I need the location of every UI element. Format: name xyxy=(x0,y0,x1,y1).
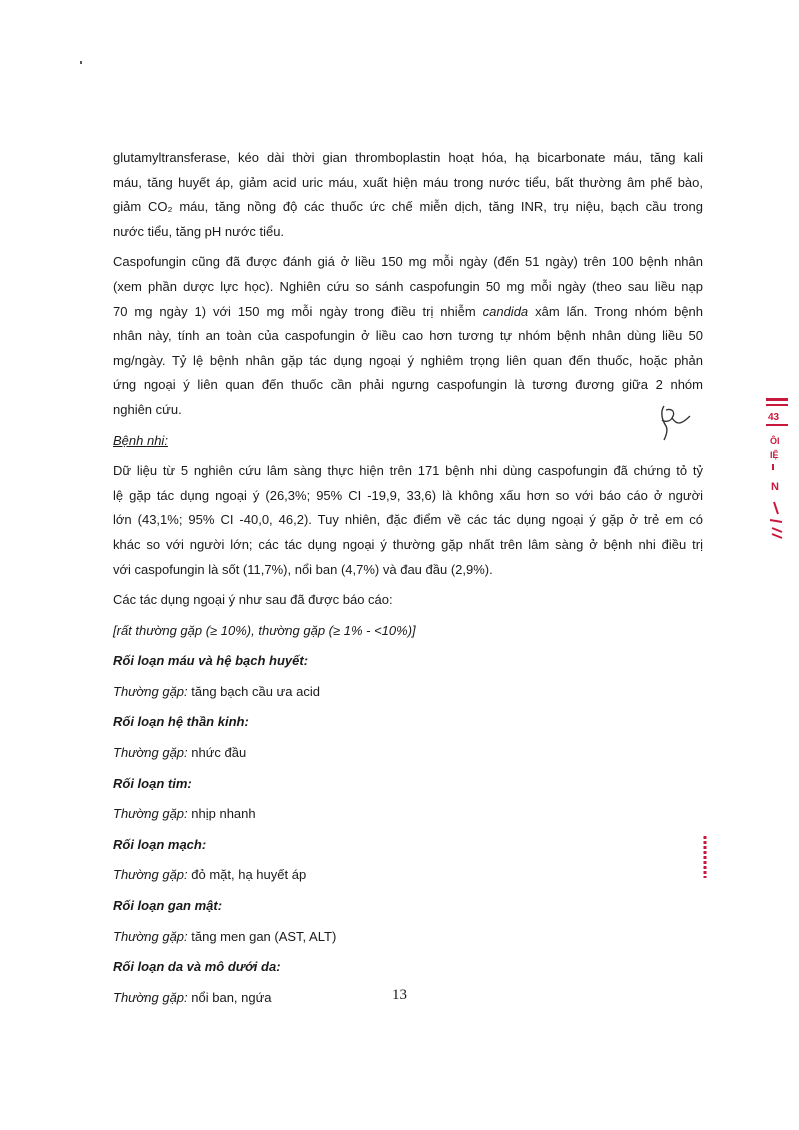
paragraph-pediatric xyxy=(113,459,703,582)
item-text: đỏ mặt, hạ huyết áp xyxy=(187,867,307,883)
pediatric-heading: Bệnh nhi: xyxy=(113,432,168,448)
text-line: với caspofungin là sốt (11,7%), nổi ban (4,7%) và đau đầu (2,9%). xyxy=(113,561,493,577)
section-item xyxy=(113,925,703,950)
text-run: xâm lấn. Trong nhóm bệnh xyxy=(528,303,704,319)
section-blood xyxy=(113,649,703,704)
paragraph-lab-findings xyxy=(113,146,703,244)
frequency-note: [rất thường gặp (≥ 10%), thường gặp (≥ 1% - <10%)] xyxy=(113,622,416,638)
text-line: khác so với người lớn; các tác dụng ngoại ý thường gặp nhất trên lâm sàng ở bệnh nhi điều trị xyxy=(113,536,703,552)
text-line: Caspofungin cũng đã được đánh giá ở liều 150 mg mỗi ngày (đến 51 ngày) trên 100 bệnh nhân xyxy=(113,254,703,270)
section-heading: Rối loạn da và mô dưới da: xyxy=(113,959,281,975)
frequency-label: Thường gặp: xyxy=(113,989,188,1005)
page-number: 13 xyxy=(392,987,407,1003)
text-line: lệ gặp tác dụng ngoại ý (26,3%; 95% CI -19,9, 33,6) là không xấu hơn so với báo cáo ở người xyxy=(113,487,703,503)
frequency-label: Thường gặp: xyxy=(113,745,188,761)
red-stamp-edge xyxy=(700,834,710,880)
stamp-fragment: IỆ xyxy=(770,450,779,460)
stamp-fragment: N xyxy=(771,481,779,493)
section-hepatobiliary xyxy=(113,894,703,949)
item-text: tăng bạch cầu ưa acid xyxy=(187,683,320,699)
frequency-label: Thường gặp: xyxy=(113,683,188,699)
text-line: Dữ liệu từ 5 nghiên cứu lâm sàng thực hiện trên 171 bệnh nhi dùng caspofungin đã chứng tỏ tỷ xyxy=(113,463,703,479)
text-line: lớn (43,1%; 95% CI -40,0, 46,2). Tuy nhiên, đặc điểm về các tác dụng ngoại ý gặp ở trẻ em có xyxy=(113,512,703,528)
stamp-fragment: 43 xyxy=(768,412,780,423)
text-line xyxy=(113,300,703,325)
section-heading: Rối loạn hệ thần kinh: xyxy=(113,714,249,730)
section-heading: Rối loạn gan mật: xyxy=(113,898,223,914)
text-line: ứng ngoại ý liên quan đến thuốc cần phải ngưng caspofungin là tương đương giữa 2 nhóm xyxy=(113,377,703,393)
scan-speck xyxy=(80,61,82,64)
stamp-fragment: ÔI xyxy=(770,436,780,446)
section-item xyxy=(113,680,703,705)
frequency-label: Thường gặp: xyxy=(113,867,188,883)
text-line: (xem phần dược lực học). Nghiên cứu so sánh caspofungin 50 mg mỗi ngày (theo sau liều nạp xyxy=(113,278,703,294)
section-cardiac xyxy=(113,772,703,827)
text-line: máu, tăng huyết áp, giảm acid uric máu, xuất hiện máu trong nước tiểu, bất thường âm phế bào, xyxy=(113,174,703,190)
item-text: tăng men gan (AST, ALT) xyxy=(187,928,337,944)
text-run: 70 mg ngày 1) với 150 mg mỗi ngày trong điều trị nhiễm xyxy=(113,303,483,319)
signature-mark xyxy=(650,402,700,442)
text-line: giảm CO₂ máu, tăng nồng độ các thuốc ức chế miễn dịch, tăng INR, trụ niệu, bạch cầu trong xyxy=(113,199,703,215)
section-nervous xyxy=(113,710,703,765)
section-item xyxy=(113,863,703,888)
section-item xyxy=(113,741,703,766)
section-heading: Rối loạn tim: xyxy=(113,775,192,791)
text-line: nghiên cứu. xyxy=(113,401,182,417)
item-text: nhịp nhanh xyxy=(187,806,256,822)
frequency-label: Thường gặp: xyxy=(113,928,188,944)
page-content xyxy=(113,146,703,1016)
text-line: nhân này, tính an toàn của caspofungin ở liều cao hơn tương tự nhóm bệnh nhân dùng liều 50 xyxy=(113,328,703,344)
text-line: mg/ngày. Tỷ lệ bệnh nhân gặp tác dụng ngoại ý nghiêm trọng liên quan đến thuốc, hoặc phản xyxy=(113,352,703,368)
paragraph-high-dose xyxy=(113,250,703,422)
text-line: glutamyltransferase, kéo dài thời gian thromboplastin hoạt hóa, hạ bicarbonate máu, tăng kali xyxy=(113,150,703,165)
text-line: nước tiểu, tăng pH nước tiểu. xyxy=(113,223,285,239)
item-text: nổi ban, ngứa xyxy=(187,989,272,1005)
cut-off-stamp xyxy=(758,398,798,548)
section-heading: Rối loạn mạch: xyxy=(113,836,207,852)
italic-term: candida xyxy=(482,303,529,319)
item-text: nhức đầu xyxy=(187,745,247,761)
frequency-label: Thường gặp: xyxy=(113,806,188,822)
adverse-intro: Các tác dụng ngoại ý như sau đã được báo cáo: xyxy=(113,592,393,608)
section-heading: Rối loạn máu và hệ bạch huyết: xyxy=(113,653,309,669)
section-vascular xyxy=(113,833,703,888)
section-item xyxy=(113,802,703,827)
